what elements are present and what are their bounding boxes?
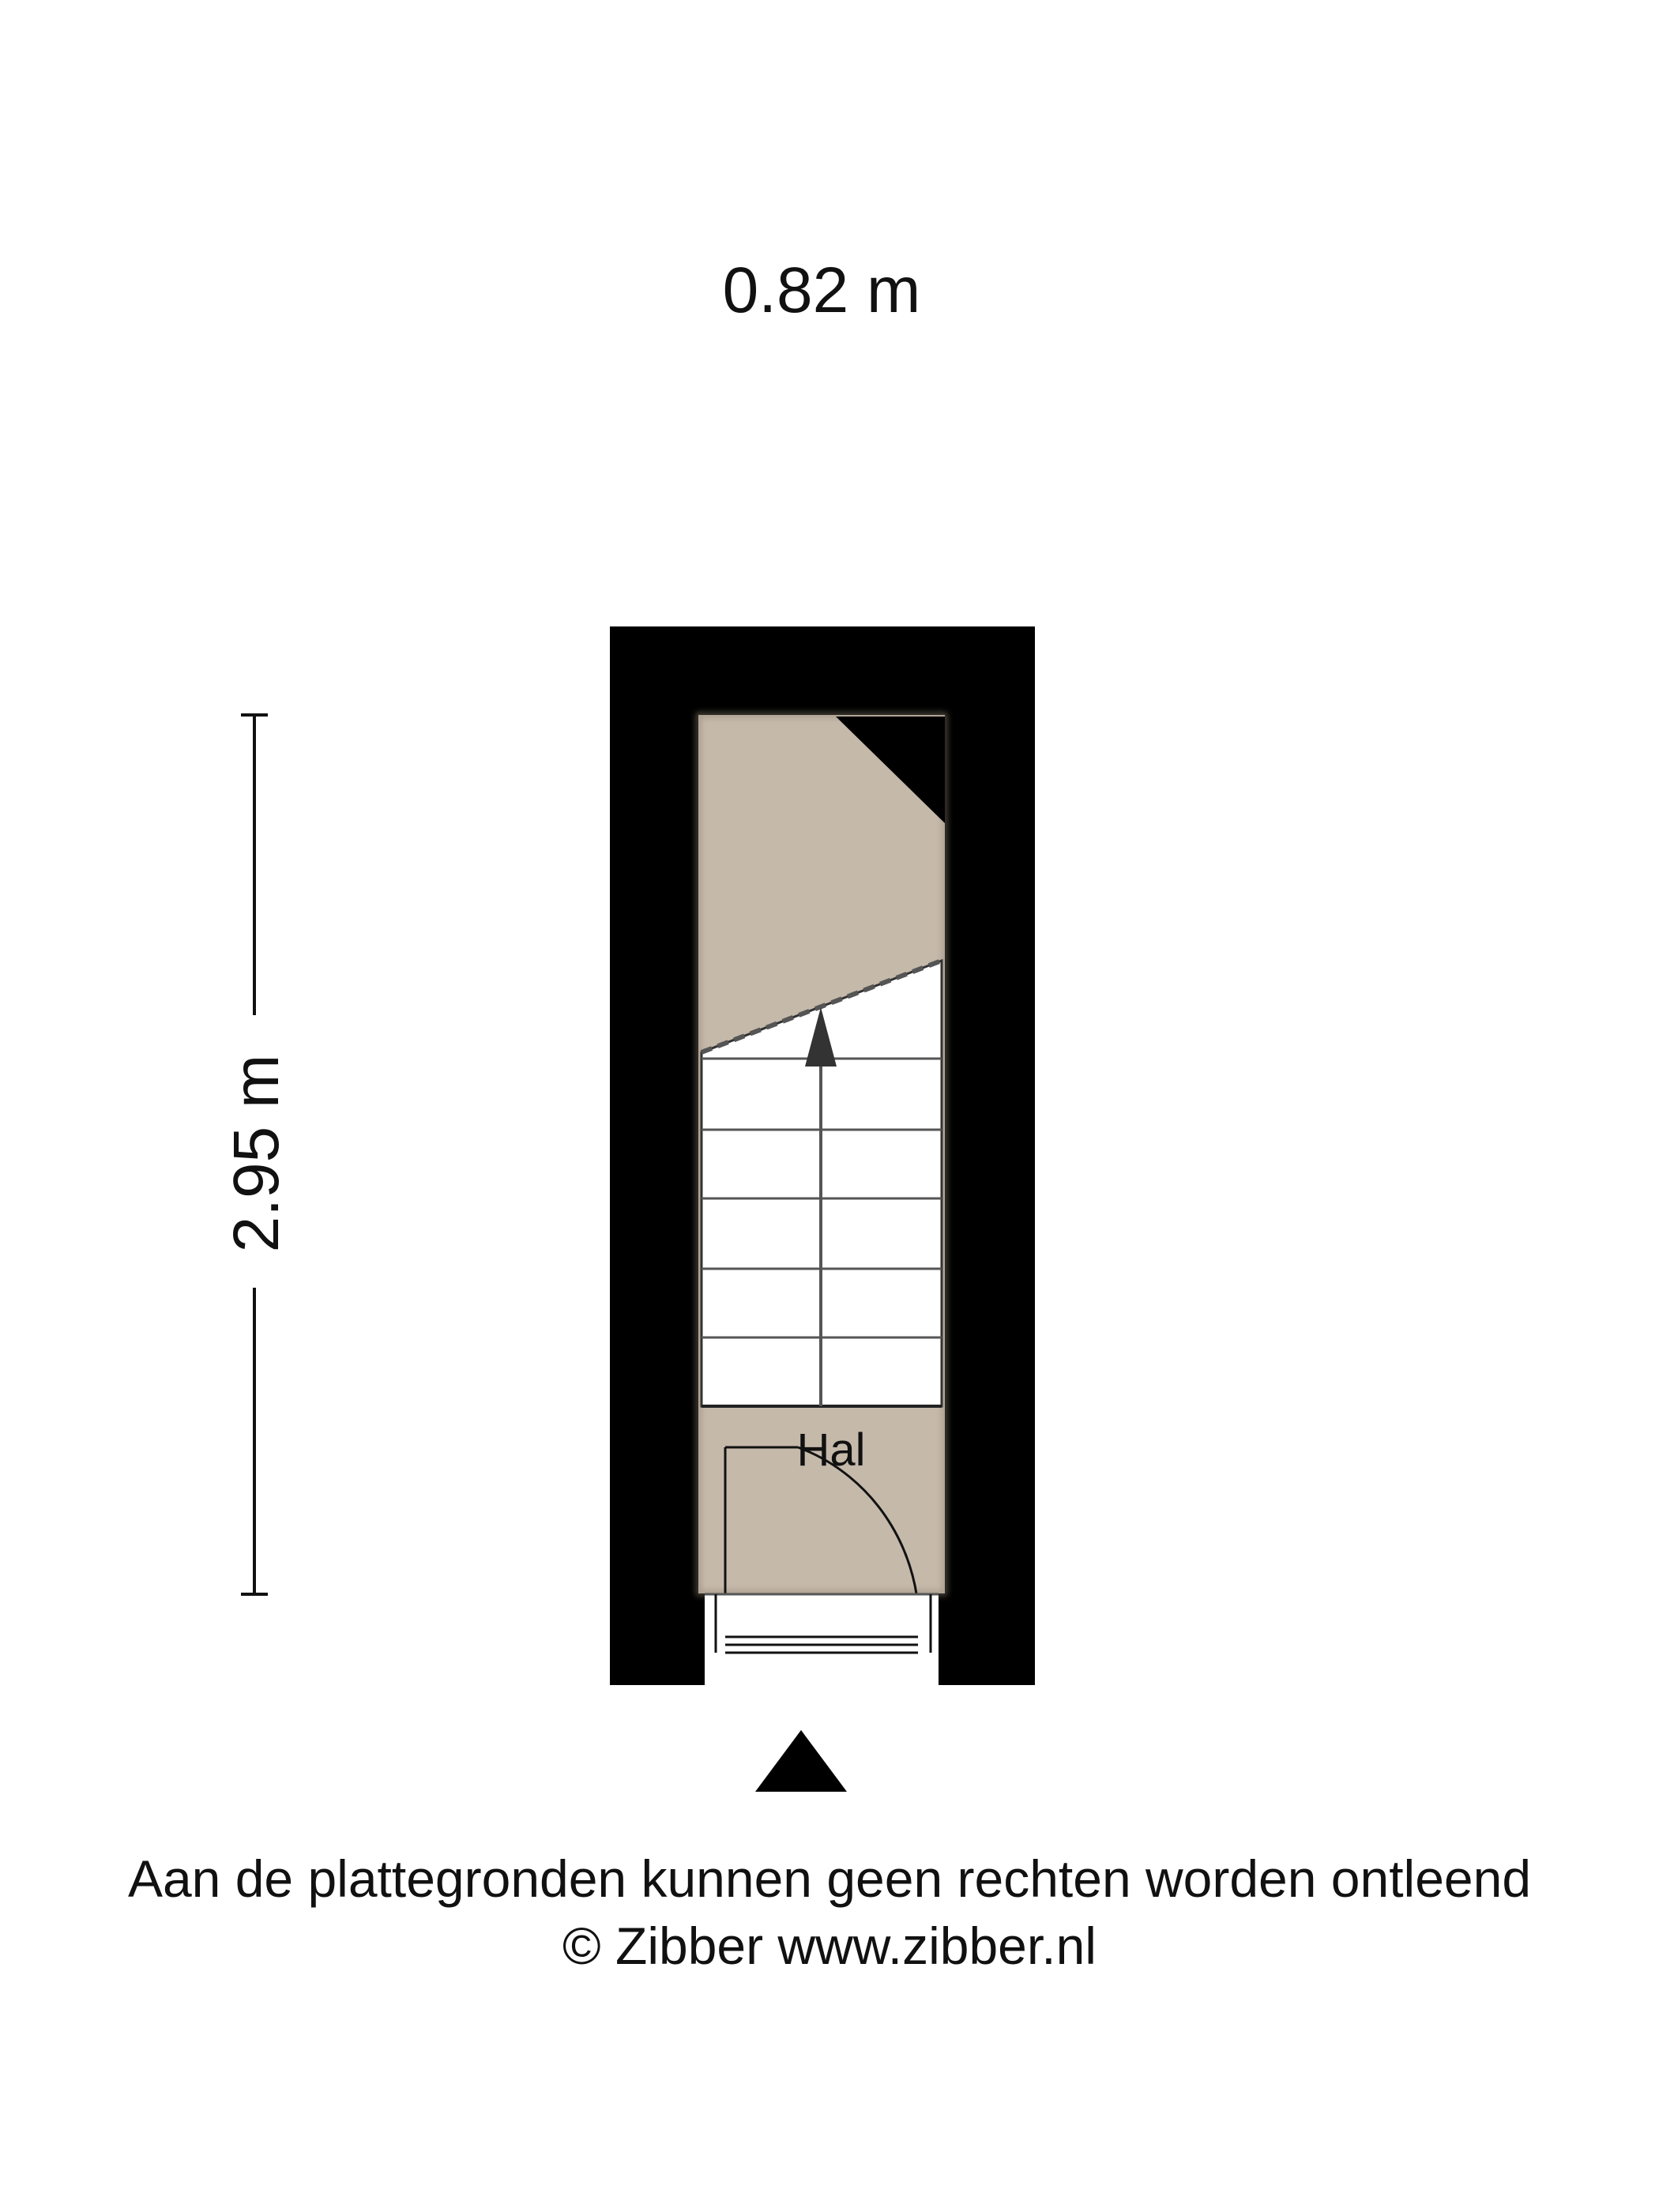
copyright-text: © Zibber www.zibber.nl — [562, 1917, 1097, 1975]
room-label-hal: Hal — [796, 1424, 866, 1476]
entrance-threshold — [705, 1594, 939, 1685]
triangle-up-icon — [755, 1730, 847, 1792]
height-dimension-label: 2.95 m — [220, 1054, 292, 1253]
height-dimension — [220, 715, 292, 1594]
disclaimer-text: Aan de plattegronden kunnen geen rechten worden ontleend — [127, 1849, 1532, 1908]
width-dimension-label: 0.82 m — [722, 254, 921, 326]
